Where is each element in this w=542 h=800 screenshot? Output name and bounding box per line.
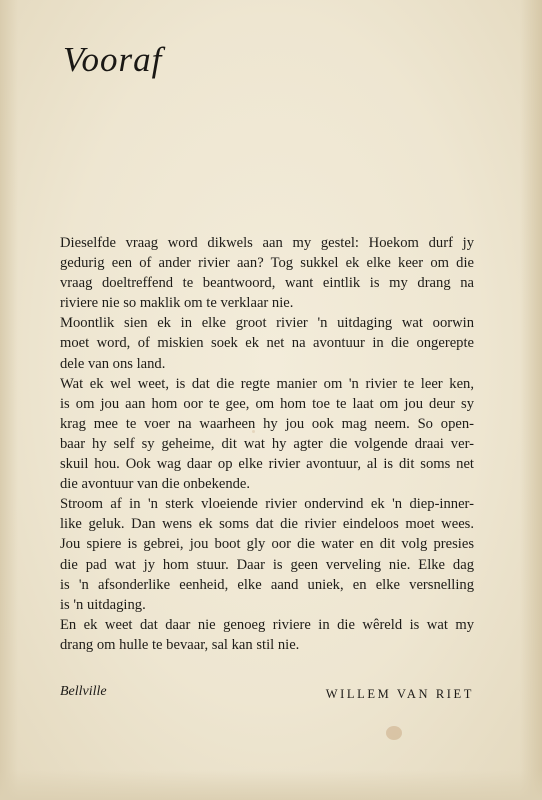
preface-body	[60, 233, 474, 655]
paragraph	[60, 233, 474, 313]
text-line: Wat ek wel weet, is dat die regte manier om 'n rivier te leer ken,	[60, 375, 474, 392]
text-line: like geluk. Dan wens ek soms dat die rivier eindeloos moet wees.	[60, 516, 474, 533]
text-line: gedurig een of ander rivier aan? Tog sukkel ek elke keer om die	[60, 255, 474, 272]
paragraph	[60, 374, 474, 495]
page-edge-shadow-left	[0, 0, 18, 800]
paragraph	[60, 494, 474, 615]
text-line: skuil hou. Ook wag daar op elke rivier avontuur, al is dit soms net	[60, 456, 474, 473]
text-line: drang om hulle te bevaar, sal kan stil nie.	[60, 636, 300, 653]
signature-author: WILLEM VAN RIET	[325, 687, 474, 701]
paragraph	[60, 615, 474, 655]
text-line: die avontuur van die onbekende.	[60, 476, 251, 493]
text-line: Stroom af in 'n sterk vloeiende rivier ondervind ek 'n diep-inner-	[60, 496, 474, 513]
page-title: Vooraf	[63, 40, 163, 79]
text-line: is om jou aan hom oor te gee, om hom toe te laat om jou deur sy	[60, 395, 474, 412]
text-line: moet word, of miskien soek ek net na avontuur in die ongerepte	[60, 335, 474, 352]
paragraph	[60, 313, 474, 373]
text-line: Dieselfde vraag word dikwels aan my gestel: Hoekom durf jy	[60, 235, 474, 251]
paper-stain	[386, 726, 402, 740]
text-line: riviere nie so maklik om te verklaar nie.	[60, 295, 294, 312]
text-line: krag mee te voer na waarheen hy jou ook mag neem. So open-	[60, 415, 474, 432]
signature-place: Bellville	[60, 684, 107, 699]
text-line: die pad wat jy hom stuur. Daar is geen verveling nie. Elke dag	[60, 556, 474, 573]
text-line: is 'n uitdaging.	[60, 596, 146, 613]
page-edge-shadow-right	[520, 0, 542, 800]
text-line: En ek weet dat daar nie genoeg riviere in die wêreld is wat my	[60, 616, 474, 633]
text-line: is 'n afsonderlike eenheid, elke aand uniek, en elke versnelling	[60, 576, 474, 593]
page-edge-shadow-bottom	[0, 770, 542, 800]
text-line: Moontlik sien ek in elke groot rivier 'n uitdaging wat oorwin	[60, 315, 474, 332]
text-line: vraag doeltreffend te beantwoord, want eintlik is my drang na	[60, 275, 474, 292]
text-line: Jou spiere is gebrei, jou boot gly oor die water en dit volg presies	[60, 536, 474, 553]
text-line: baar hy self sy geheime, dit wat hy agter die volgende draai ver-	[60, 435, 474, 452]
text-line: dele van ons land.	[60, 355, 166, 372]
